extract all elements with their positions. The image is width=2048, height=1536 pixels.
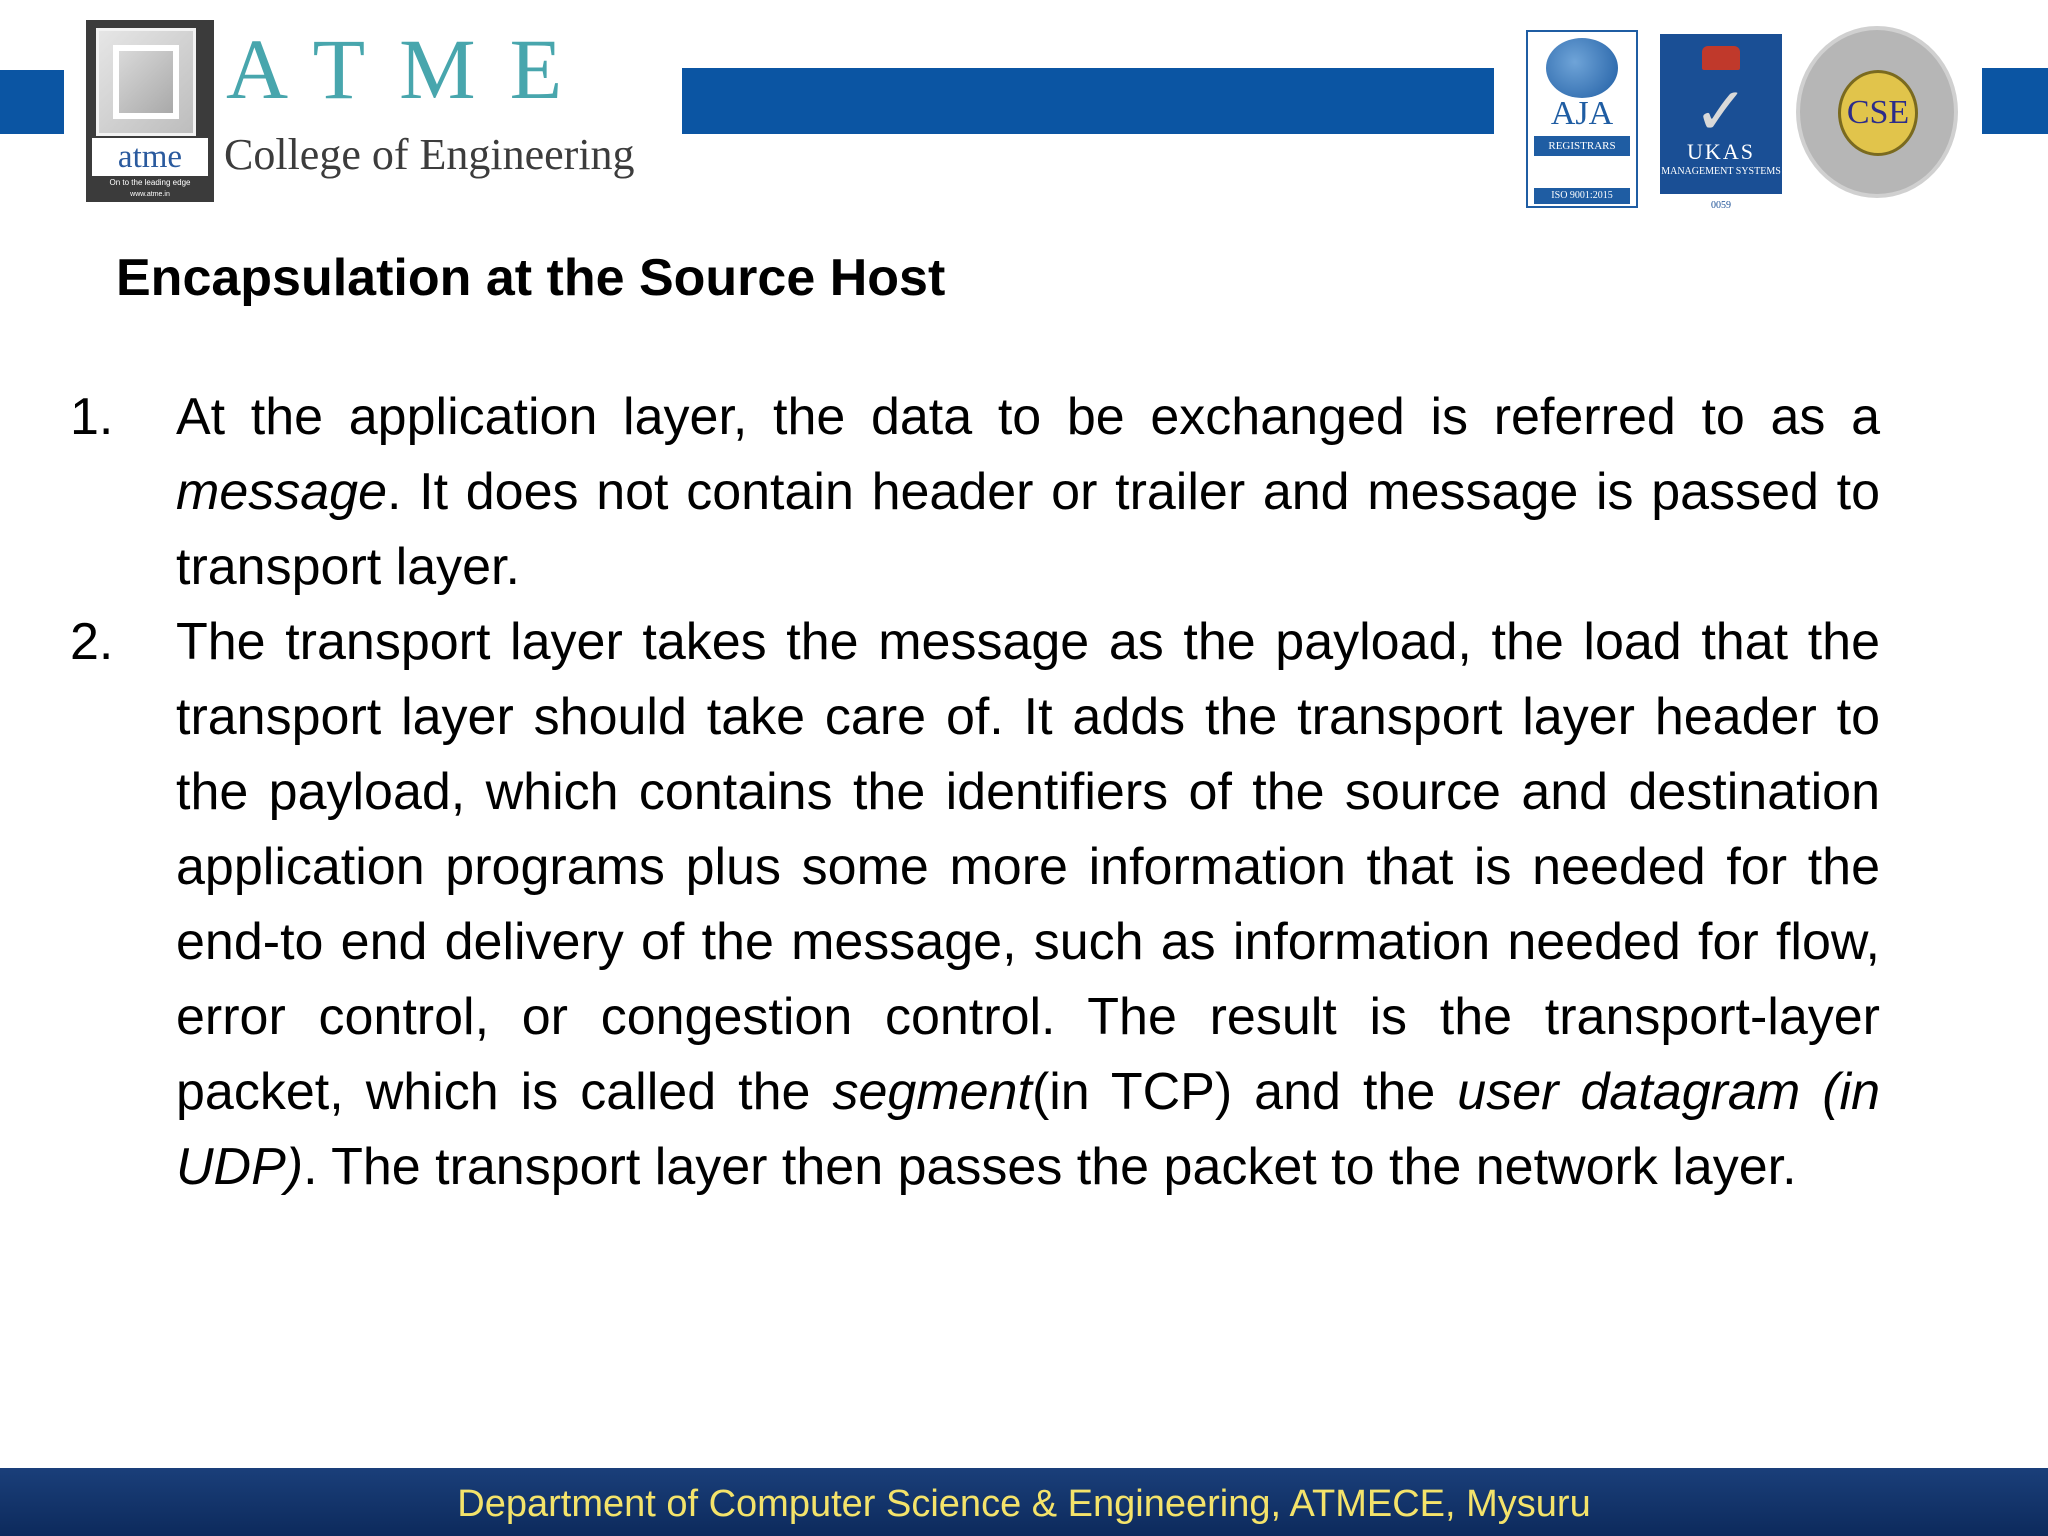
- slide-title: Encapsulation at the Source Host: [116, 249, 946, 307]
- college-name-subtitle: College of Engineering: [224, 130, 635, 179]
- ukas-label: MANAGEMENT SYSTEMS: [1661, 166, 1781, 177]
- emblem-website: www.atme.in: [130, 191, 170, 198]
- ukas-certification-logo: [1660, 34, 1782, 194]
- footer-text: Department of Computer Science & Engineering, ATMECE, Mysuru: [457, 1483, 1591, 1525]
- content-list: [70, 380, 1880, 1205]
- crown-icon: [1702, 46, 1740, 70]
- aja-name: AJA: [1550, 95, 1614, 132]
- list-item: [70, 380, 1880, 605]
- header-bar-middle: [682, 68, 1494, 134]
- list-item-emphasis: message: [176, 463, 387, 521]
- emblem-word: atme: [92, 138, 208, 176]
- list-item-text: . It does not contain header or trailer and message is passed to transport layer.: [176, 463, 1880, 596]
- aja-iso: ISO 9001:2015: [1534, 188, 1630, 204]
- list-item-number: 1.: [70, 388, 114, 446]
- emblem-tagline: On to the leading edge: [109, 178, 191, 187]
- emblem-frame-icon: [96, 28, 196, 136]
- college-name-letters: ATME: [226, 21, 597, 117]
- header-bar-left: [0, 70, 64, 134]
- ukas-name: UKAS: [1687, 139, 1755, 164]
- aja-certification-logo: [1526, 30, 1638, 208]
- header-bar-right: [1982, 68, 2048, 134]
- checkmark-icon: ✓: [1693, 74, 1749, 148]
- list-item-text: (in TCP) and the: [1031, 1063, 1458, 1121]
- cse-seal-logo: [1796, 26, 1958, 198]
- globe-icon: [1546, 38, 1618, 98]
- list-item-text: At the application layer, the data to be exchanged is referred to as a: [176, 388, 1880, 446]
- aja-label: REGISTRARS: [1534, 136, 1630, 156]
- list-item-text: . The transport layer then passes the packet to the network layer.: [303, 1138, 1797, 1196]
- list-item: [70, 605, 1880, 1205]
- list-item-text: The transport layer takes the message as the payload, the load that the transport layer should take care of. It adds the transport layer header to the payload, which contains the identifiers of the source and destination application programs plus some more information that is needed for the end-to end delivery of the message, such as information needed for flow, error control, or congestion control. The result is the transport-layer packet, which is called the: [176, 613, 1880, 1121]
- ukas-number: 0059: [1711, 200, 1731, 211]
- list-item-emphasis: user datagram (in UDP): [176, 1063, 1880, 1196]
- atme-emblem-logo: [86, 20, 214, 202]
- list-item-emphasis: segment: [832, 1063, 1032, 1121]
- footer-bar: [0, 1468, 2048, 1536]
- list-item-number: 2.: [70, 613, 114, 671]
- cse-seal-center: CSE: [1838, 70, 1918, 156]
